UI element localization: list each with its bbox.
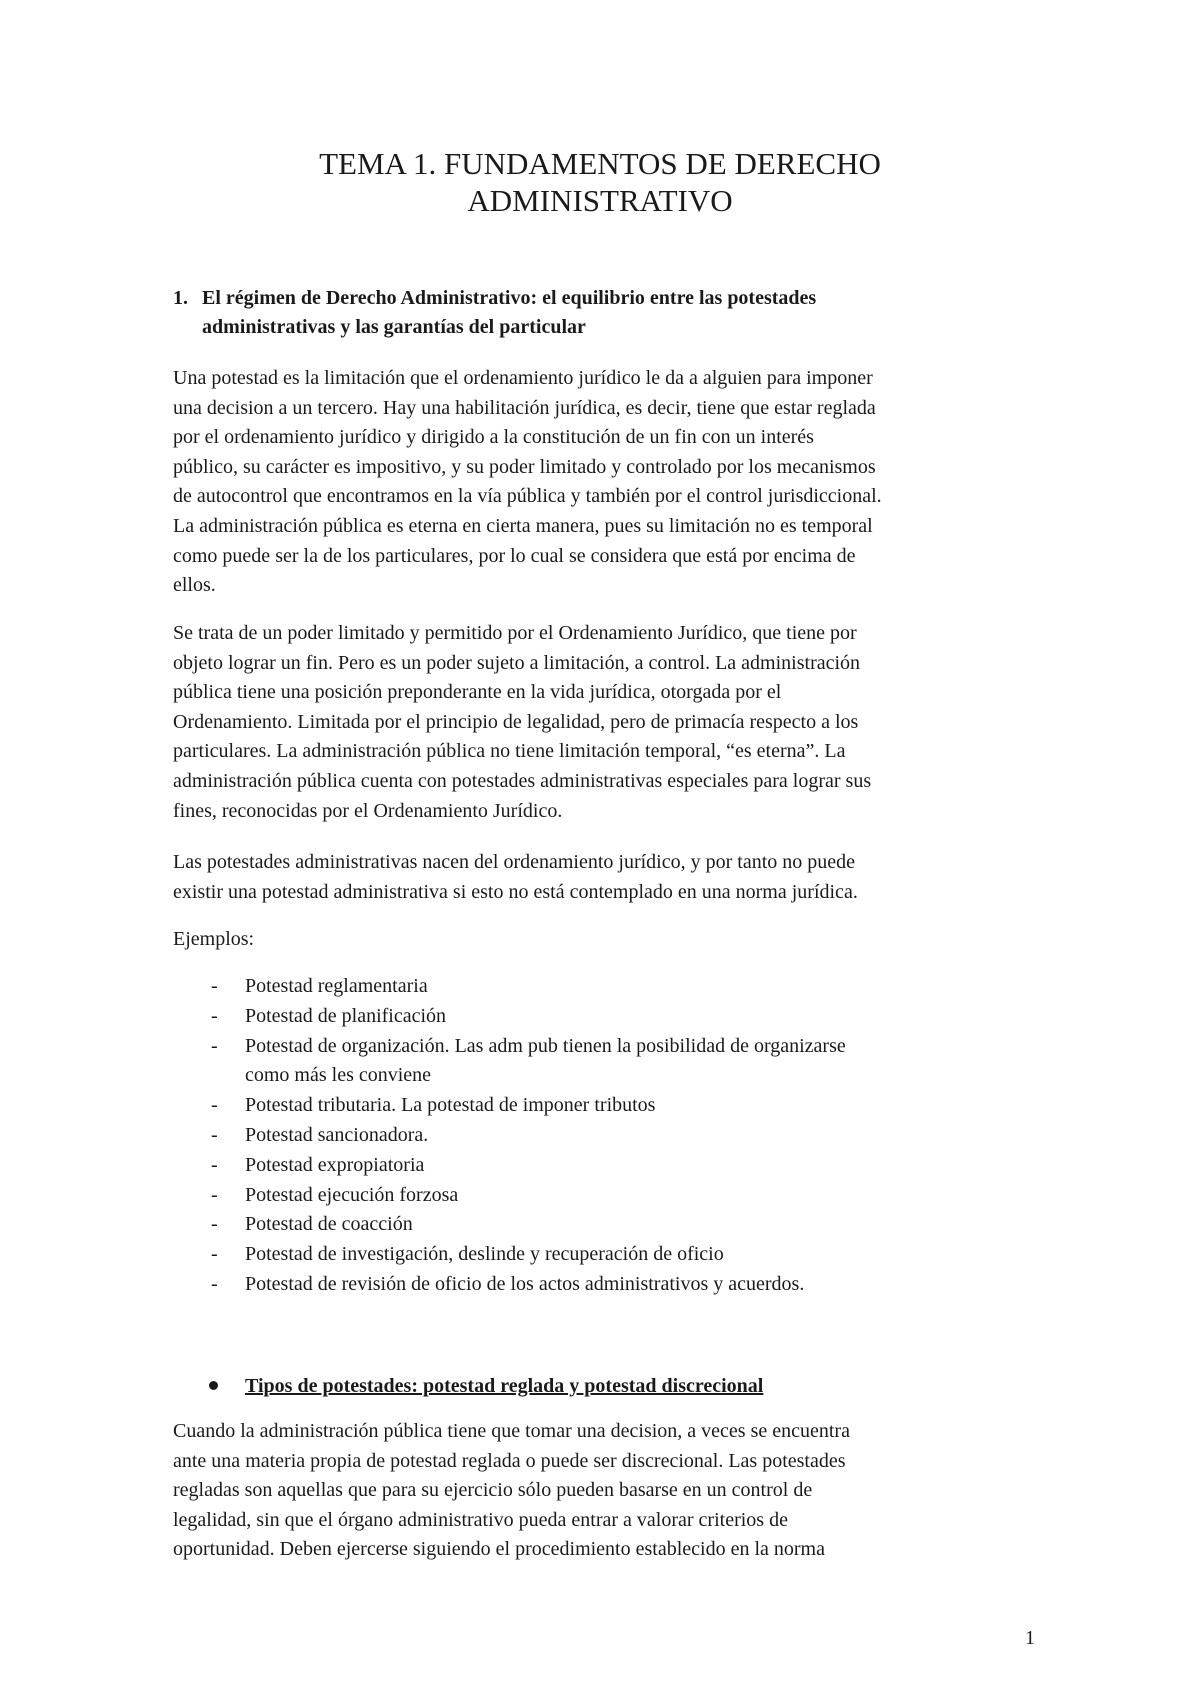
paragraph-line: fines, reconocidas por el Ordenamiento Jurídico. <box>173 799 563 822</box>
dash-icon: - <box>211 1094 218 1117</box>
paragraph-line: por el ordenamiento jurídico y dirigido a la constitución de un fin con un interés <box>173 426 814 449</box>
list-item <box>0 1002 1200 1032</box>
paragraph-3 <box>173 848 1053 907</box>
title-line: TEMA 1. FUNDAMENTOS DE DERECHO <box>319 146 881 181</box>
list-item-text: Potestad de planificación <box>245 1004 447 1027</box>
paragraph-line: Cuando la administración pública tiene que tomar una decision, a veces se encuentra <box>173 1420 850 1442</box>
paragraph-line: pública tiene una posición preponderante en la vida jurídica, otorgada por el <box>173 681 782 704</box>
paragraph-line: La administración pública es eterna en cierta manera, pues su limitación no es temporal <box>173 514 873 537</box>
paragraph-line: Se trata de un poder limitado y permitido por el Ordenamiento Jurídico, que tiene por <box>173 622 857 644</box>
paragraph-line: administración pública cuenta con potestades administrativas especiales para lograr sus <box>173 769 872 792</box>
dash-icon: - <box>211 1272 218 1295</box>
examples-list <box>0 972 1200 1300</box>
paragraph-line: particulares. La administración pública no tiene limitación temporal, “es eterna”. La <box>173 740 846 763</box>
title-line: ADMINISTRATIVO <box>467 183 733 218</box>
subsection-heading: Tipos de potestades: potestad reglada y potestad discrecional <box>245 1375 764 1397</box>
paragraph-4 <box>173 1417 1053 1565</box>
list-item <box>0 1240 1200 1270</box>
paragraph-line: Ordenamiento. Limitada por el principio de legalidad, pero de primacía respecto a los <box>173 710 859 733</box>
paragraph-line: Una potestad es la limitación que el ordenamiento jurídico le da a alguien para imponer <box>173 367 873 389</box>
list-item-text: Potestad de organización. Las adm pub tienen la posibilidad de organizarse <box>245 1034 846 1057</box>
paragraph-line: Las potestades administrativas nacen del ordenamiento jurídico, y por tanto no puede <box>173 851 856 873</box>
list-item-text: como más les conviene <box>245 1064 432 1087</box>
list-item-text: Potestad de coacción <box>245 1213 413 1236</box>
document-title <box>0 145 1200 219</box>
paragraph-line: público, su carácter es impositivo, y su poder limitado y controlado por los mecanismos <box>173 455 876 478</box>
page-number: 1 <box>1025 1627 1035 1649</box>
dash-icon: - <box>211 1004 218 1027</box>
dash-icon: - <box>211 1243 218 1266</box>
list-item-text: Potestad sancionadora. <box>245 1123 429 1146</box>
list-item <box>0 1181 1200 1211</box>
list-item <box>0 972 1200 1002</box>
bullet-icon <box>209 1381 218 1390</box>
paragraph-line: ellos. <box>173 574 216 597</box>
paragraph-line: como puede ser la de los particulares, por lo cual se considera que está por encima de <box>173 544 856 567</box>
list-item <box>0 1121 1200 1151</box>
paragraph-line: oportunidad. Deben ejercerse siguiendo el procedimiento establecido en la norma <box>173 1538 825 1561</box>
paragraph-line: de autocontrol que encontramos en la vía pública y también por el control jurisdiccional. <box>173 485 882 508</box>
list-item <box>0 1091 1200 1121</box>
dash-icon: - <box>211 1183 218 1206</box>
list-item-text: Potestad tributaria. La potestad de imponer tributos <box>245 1094 656 1117</box>
list-item-text: Potestad ejecución forzosa <box>245 1183 459 1206</box>
examples-label: Ejemplos: <box>173 928 255 950</box>
dash-icon: - <box>211 1034 218 1057</box>
dash-icon: - <box>211 975 218 997</box>
list-item <box>0 1032 1200 1092</box>
paragraph-line: ante una materia propia de potestad reglada o puede ser discrecional. Las potestades <box>173 1449 846 1472</box>
list-item <box>0 1151 1200 1181</box>
paragraph-line: existir una potestad administrativa si esto no está contemplado en una norma jurídica. <box>173 880 858 903</box>
paragraph-line: objeto lograr un fin. Pero es un poder sujeto a limitación, a control. La administración <box>173 651 861 674</box>
list-item <box>0 1210 1200 1240</box>
paragraph-2 <box>173 619 1053 826</box>
section-1-heading <box>173 284 1082 342</box>
dash-icon: - <box>211 1123 218 1146</box>
dash-icon: - <box>211 1213 218 1236</box>
list-item-text: Potestad expropiatoria <box>245 1153 425 1176</box>
heading-line: El régimen de Derecho Administrativo: el equilibrio entre las potestades <box>202 287 817 309</box>
paragraph-1 <box>173 364 1053 601</box>
paragraph-line: regladas son aquellas que para su ejercicio sólo pueden basarse en un control de <box>173 1479 813 1502</box>
list-item <box>0 1270 1200 1300</box>
paragraph-line: una decision a un tercero. Hay una habilitación jurídica, es decir, tiene que estar reglada <box>173 396 876 419</box>
section-number: 1. <box>173 287 188 309</box>
list-item-text: Potestad de investigación, deslinde y recuperación de oficio <box>245 1243 724 1266</box>
list-item-text: Potestad de revisión de oficio de los actos administrativos y acuerdos. <box>245 1272 805 1295</box>
heading-line: administrativas y las garantías del particular <box>202 316 586 338</box>
dash-icon: - <box>211 1153 218 1176</box>
list-item-text: Potestad reglamentaria <box>245 975 428 997</box>
paragraph-line: legalidad, sin que el órgano administrativo pueda entrar a valorar criterios de <box>173 1508 788 1531</box>
